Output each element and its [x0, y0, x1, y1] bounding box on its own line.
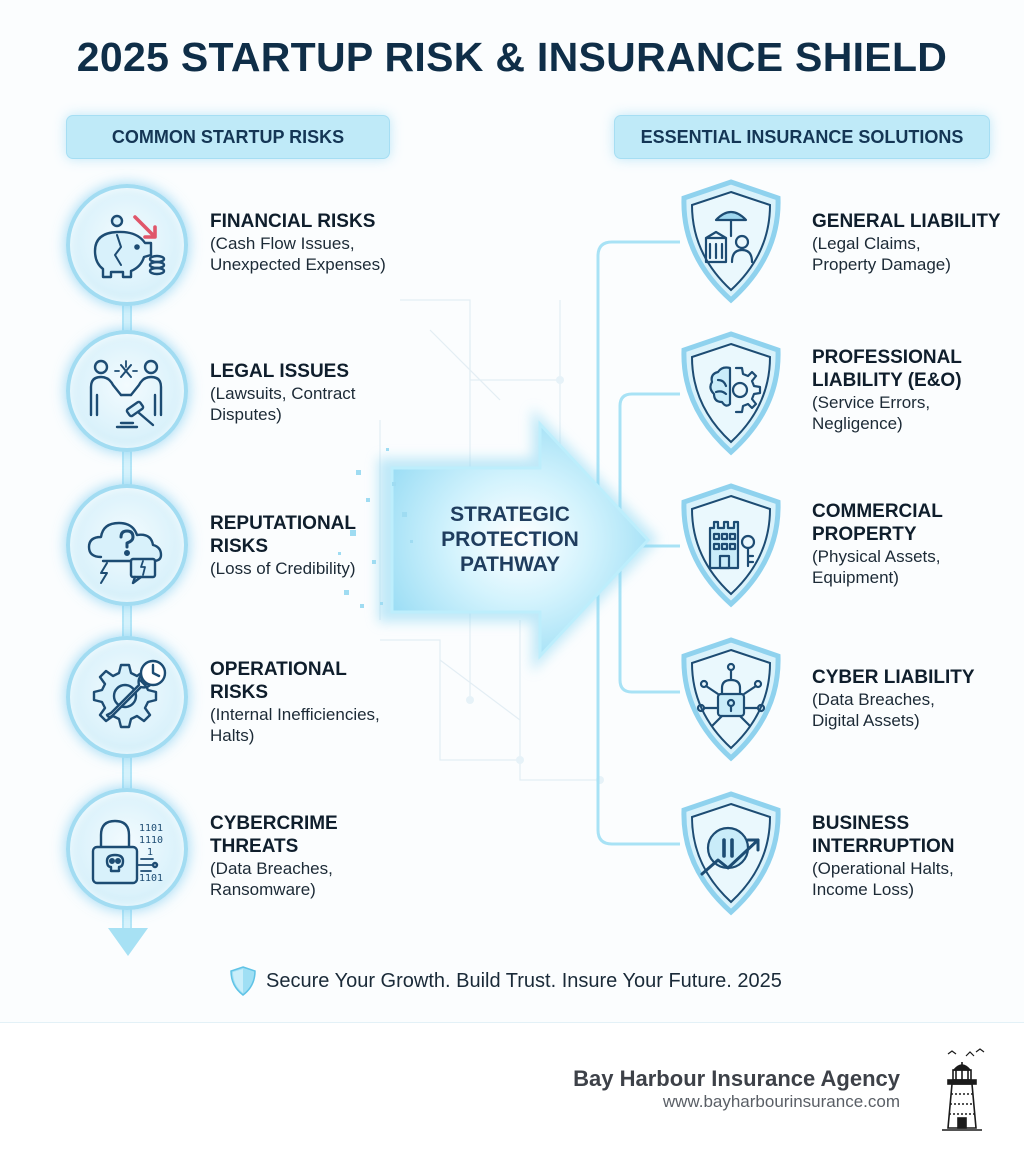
risk-subtitle: Unexpected Expenses): [210, 255, 386, 274]
pathway-label-line: PATHWAY: [460, 553, 560, 576]
building-key-shield-icon: [678, 482, 784, 608]
risk-subtitle: (Data Breaches,: [210, 859, 333, 878]
pause-growth-shield-icon: [678, 790, 784, 916]
solution-subtitle: Negligence): [812, 414, 903, 433]
risk-item-legal: [0, 330, 400, 460]
tagline: [230, 966, 782, 996]
piggy-bank-icon: [66, 184, 188, 306]
left-column-header: COMMON STARTUP RISKS: [66, 115, 390, 159]
right-column-header: ESSENTIAL INSURANCE SOLUTIONS: [614, 115, 990, 159]
solution-item-business-interruption: [670, 790, 1024, 920]
solution-subtitle: (Data Breaches,: [812, 690, 935, 709]
solution-subtitle: Equipment): [812, 568, 899, 587]
agency-name: Bay Harbour Insurance Agency: [573, 1066, 900, 1091]
risk-item-cybercrime: [0, 788, 400, 918]
risk-title: RISKS: [210, 536, 269, 557]
svg-text:1101: 1101: [139, 873, 164, 884]
solution-item-commercial-property: [670, 482, 1024, 612]
solution-subtitle: (Physical Assets,: [812, 547, 941, 566]
solution-title: PROFESSIONAL: [812, 347, 962, 368]
solution-subtitle: Income Loss): [812, 880, 915, 899]
risk-subtitle: (Internal Inefficiencies,: [210, 705, 380, 724]
legal-gavel-icon: [66, 330, 188, 452]
umbrella-shield-icon: [678, 178, 784, 304]
risk-title: FINANCIAL RISKS: [210, 211, 376, 232]
tagline-text: Secure Your Growth. Build Trust. Insure Your Future. 2025: [266, 969, 782, 992]
risk-subtitle: (Loss of Credibility): [210, 559, 356, 578]
risk-item-financial: [0, 184, 400, 314]
svg-text:1110: 1110: [139, 835, 164, 846]
solution-item-cyber-liability: [670, 636, 1024, 766]
risk-title: CYBERCRIME: [210, 813, 338, 834]
page-title: 2025 STARTUP RISK & INSURANCE SHIELD: [76, 34, 948, 80]
solution-subtitle: (Operational Halts,: [812, 859, 954, 878]
solution-subtitle: (Service Errors,: [812, 393, 931, 412]
strategic-protection-pathway-label: [420, 502, 600, 577]
risk-title: REPUTATIONAL: [210, 513, 357, 534]
solution-title: BUSINESS: [812, 813, 910, 834]
svg-text:1101: 1101: [139, 823, 164, 834]
solution-title: INTERRUPTION: [812, 836, 955, 857]
risk-subtitle: Ransomware): [210, 880, 316, 899]
svg-text:1: 1: [147, 847, 154, 858]
solution-title: LIABILITY (E&O): [812, 370, 962, 391]
solution-subtitle: (Legal Claims,: [812, 234, 921, 253]
brain-gear-shield-icon: [678, 330, 784, 456]
padlock-skull-icon: [66, 788, 188, 910]
risk-item-reputational: [0, 484, 400, 614]
risk-title: THREATS: [210, 836, 299, 857]
solution-item-professional-liability: [670, 330, 1024, 460]
risk-title: OPERATIONAL: [210, 659, 347, 680]
risk-subtitle: (Lawsuits, Contract: [210, 384, 356, 403]
solution-title: CYBER LIABILITY: [812, 667, 975, 688]
risk-subtitle: Halts): [210, 726, 255, 745]
storm-cloud-icon: [66, 484, 188, 606]
shield-icon: [230, 966, 256, 996]
gear-wrench-icon: [66, 636, 188, 758]
risk-title: RISKS: [210, 682, 269, 703]
solution-title: GENERAL LIABILITY: [812, 211, 1001, 232]
pathway-label-line: PROTECTION: [441, 528, 579, 551]
agency-url[interactable]: www.bayharbourinsurance.com: [662, 1092, 900, 1111]
risk-subtitle: (Cash Flow Issues,: [210, 234, 355, 253]
lighthouse-logo-icon: [936, 1048, 988, 1132]
risk-item-operational: [0, 636, 400, 766]
solution-title: COMMERCIAL: [812, 501, 943, 522]
solution-title: PROPERTY: [812, 524, 917, 545]
solution-item-general-liability: [670, 178, 1024, 308]
lock-network-shield-icon: [678, 636, 784, 762]
solution-subtitle: Property Damage): [812, 255, 951, 274]
risk-title: LEGAL ISSUES: [210, 361, 350, 382]
risk-subtitle: Disputes): [210, 405, 282, 424]
pathway-label-line: STRATEGIC: [450, 503, 570, 526]
solution-subtitle: Digital Assets): [812, 711, 920, 730]
